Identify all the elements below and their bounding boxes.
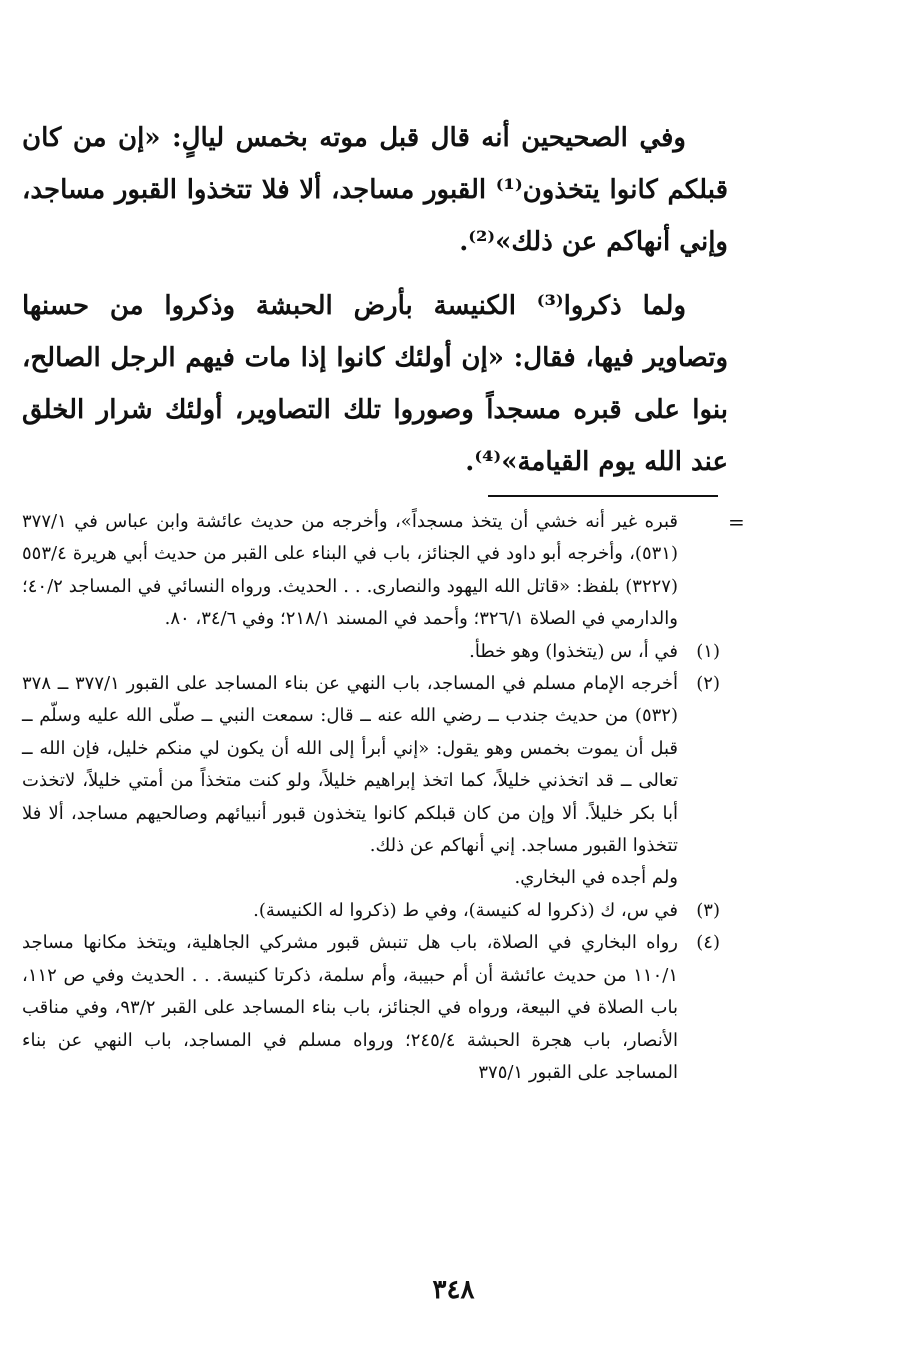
footnote-text-main: أخرجه الإمام مسلم في المساجد، باب النهي عن بناء المساجد على القبور ٣٧٧/١ ــ ٣٧٨ (٥٣٢) من حديث جندب ــ رضي الله عنه ــ قال: سمعت النبي ــ صلّى الله عليه وسلّم ــ قبل أن يموت بخمس وهو يقول: «إني أبرأ إلى الله أن يكون لي منكم خليل، فإن الله ــ تعالى ــ قد اتخذني خليلاً، كما اتخذ إبراهيم خليلاً، ولو كنت متخذاً من أمتي خليلاً، لاتخذت أبا بكر خليلاً. ألا وإن من كان قبلكم كانوا يتخذون قبور أنبيائهم وصالحيهم مساجد، ألا فلا تتخذوا القبور مساجد. إني أنهاكم عن ذلك. — [22, 673, 678, 857]
footnote-text — [22, 668, 678, 895]
footnote-text: في أ، س (يتخذوا) وهو خطأ. — [469, 640, 678, 662]
page-number: ٣٤٨ — [432, 1275, 475, 1305]
footnote-text: رواه البخاري في الصلاة، باب هل تنبش قبور مشركي الجاهلية، ويتخذ مكانها مساجد ١١٠/١ من حديث عائشة أن أم حبيبة، وأم سلمة، ذكرتا كنيسة. . . الحديث وفي ص ١١٢، باب الصلاة في البيعة، ورواه في الجنائز، باب بناء المساجد على القبر ٩٣/٢، وفي مناقب الأنصار، باب هجرة الحبشة ٢٤٥/٤؛ ورواه مسلم في المساجد، باب النهي عن بناء المساجد على القبور ٣٧٥/١ — [22, 932, 678, 1083]
footnote-1 — [22, 636, 720, 668]
footnote-number: (١) — [696, 640, 720, 662]
footnote-number: (٢) — [696, 673, 720, 695]
main-paragraph-2: ولما ذكروا⁽³⁾ الكنيسة بأرض الحبشة وذكروا من حسنها وتصاوير فيها، فقال: «إن أولئك كانوا إذا مات فيهم الرجل الصالح، بنوا على قبره مسجداً وصوروا تلك التصاوير، أولئك شرار الخلق عند الله يوم القيامة»⁽⁴⁾. — [22, 291, 728, 477]
footnote-4 — [22, 927, 720, 1089]
footnote-number-spacer — [678, 506, 720, 636]
footnote-number: (٣) — [696, 899, 720, 921]
continuation-mark: = — [728, 510, 745, 534]
footnotes — [22, 506, 720, 1089]
footnote-3 — [22, 895, 720, 927]
footnote-text: في س، ك (ذكروا له كنيسة)، وفي ط (ذكروا له الكنيسة). — [253, 899, 678, 921]
footnote-continued-text: قبره غير أنه خشي أن يتخذ مسجداً»، وأخرجه من حديث عائشة وابن عباس في ٣٧٧/١ (٥٣١)، وأخرجه أبو داود في الجنائز، باب في البناء على القبر من حديث أبي هريرة ٥٥٣/٤ (٣٢٢٧) بلفظ: «قاتل الله اليهود والنصارى. . . الحديث. ورواه النسائي في المساجد ٤٠/٢؛ والدارمي في الصلاة ٣٢٦/١؛ وأحمد في المسند ٢١٨/١؛ وفي ٣٤/٦، ٨٠. — [22, 511, 678, 630]
footnote-continued — [22, 506, 720, 636]
footnote-2 — [22, 668, 720, 895]
main-text — [22, 112, 728, 500]
footnote-number: (٤) — [696, 932, 720, 954]
footnote-separator — [488, 495, 718, 497]
footnote-text-extra: ولم أجده في البخاري. — [514, 867, 678, 889]
main-paragraph-1: وفي الصحيحين أنه قال قبل موته بخمس ليالٍ: «إن من كان قبلكم كانوا يتخذون⁽¹⁾ القبور مساجد، ألا فلا تتخذوا القبور مساجد، وإني أنهاكم عن ذلك»⁽²⁾. — [22, 123, 728, 257]
